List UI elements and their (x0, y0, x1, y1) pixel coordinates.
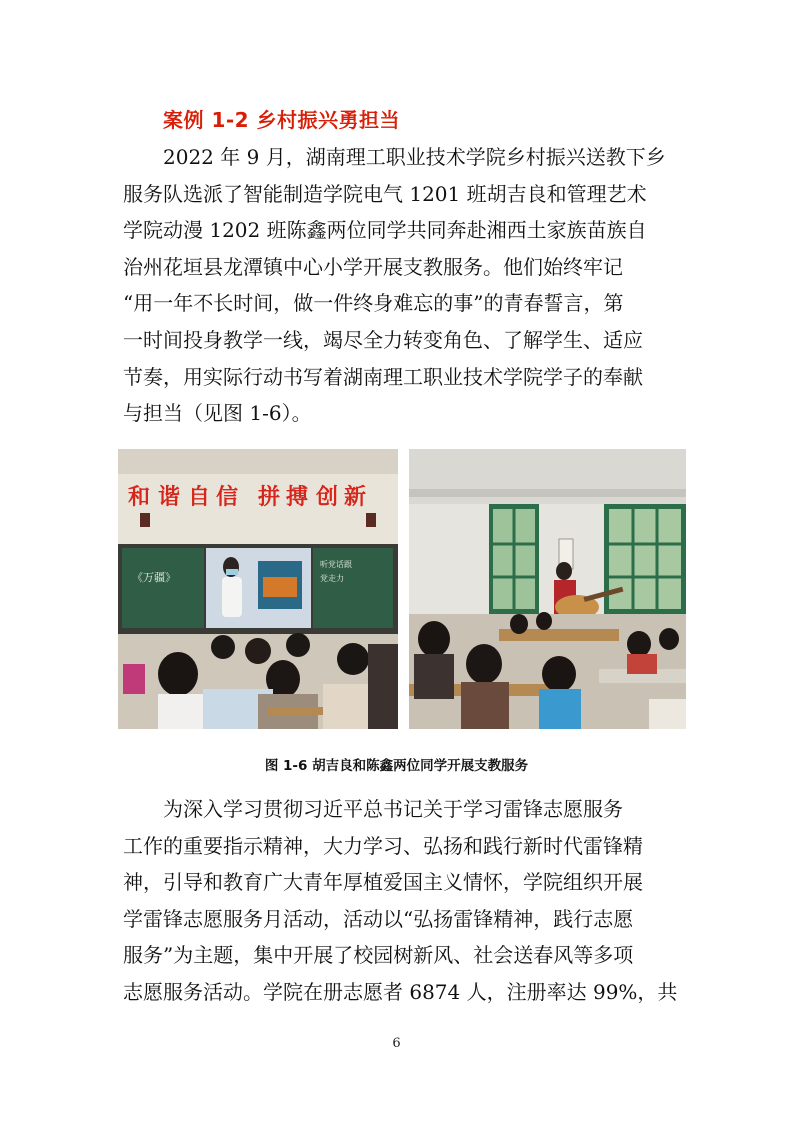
banner-char: 拼 (258, 485, 281, 510)
banner-char: 和 (128, 485, 151, 510)
page-number: 6 (392, 1036, 401, 1051)
classroom-illustration-right (409, 449, 686, 729)
paragraph-2-line: 志愿服务活动。学院在册志愿者 6874 人，注册率达 99%，共 (123, 979, 678, 1004)
paragraph-1-line: 节奏，用实际行动书写着湖南理工职业技术学院学子的奉献 (123, 364, 643, 389)
paragraph-2-line: 为深入学习贯彻习近平总书记关于学习雷锋志愿服务 (163, 797, 623, 821)
paragraph-1-line: 2022 年 9 月，湖南理工职业技术学院乡村振兴送教下乡 (163, 145, 666, 169)
paragraph-1-line: 与担当（见图 1-6）。 (123, 401, 312, 426)
blackboard-left-text: 《万疆》 (132, 571, 176, 584)
figure-caption: 图 1-6 胡吉良和陈鑫两位同学开展支教服务 (264, 758, 529, 774)
paragraph-2 (123, 791, 683, 1011)
paragraph-1-line: 一时间投身教学一线，竭尽全力转变角色、了解学生、适应 (123, 327, 643, 352)
banner-char: 谐 (158, 485, 181, 510)
banner-char: 新 (344, 485, 367, 510)
paragraph-1-line: “用一年不长时间，做一件终身难忘的事”的青春誓言，第 (123, 291, 624, 316)
paragraph-2-line: 服务”为主题，集中开展了校园树新风、社会送春风等多项 (123, 943, 634, 968)
paragraph-1-line: 服务队选派了智能制造学院电气 1201 班胡吉良和管理艺术 (123, 181, 647, 206)
banner-char: 搏 (286, 485, 309, 510)
paragraph-1-line: 学院动漫 1202 班陈鑫两位同学共同奔赴湘西土家族苗族自 (123, 218, 647, 243)
banner-char: 创 (316, 485, 339, 510)
banner-char: 信 (216, 485, 239, 510)
blackboard-right-line: 听党话跟 (320, 560, 352, 569)
classroom-illustration-left (118, 449, 398, 729)
classroom-photo-left (118, 449, 398, 729)
blackboard-right-line: 党走力 (320, 574, 344, 583)
case-heading: 案例 1-2 乡村振兴勇担当 (163, 108, 401, 132)
paragraph-2-line: 神，引导和教育广大青年厚植爱国主义情怀，学院组织开展 (123, 870, 643, 895)
paragraph-2-line: 学雷锋志愿服务月活动，活动以“弘扬雷锋精神，践行志愿 (123, 906, 634, 931)
paragraph-2-line: 工作的重要指示精神，大力学习、弘扬和践行新时代雷锋精 (123, 833, 643, 858)
paragraph-1-line: 治州花垣县龙潭镇中心小学开展支教服务。他们始终牢记 (123, 254, 623, 279)
banner-char: 自 (188, 485, 211, 510)
paragraph-1 (123, 139, 683, 432)
classroom-photo-right (409, 449, 686, 729)
